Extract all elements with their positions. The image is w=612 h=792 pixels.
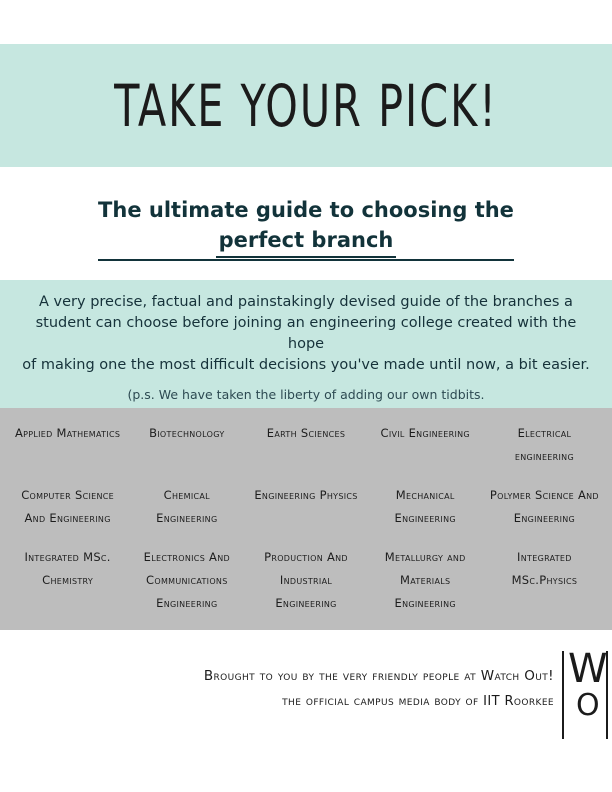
description-band (0, 280, 612, 408)
branch-cell: Electronics And Communications Engineering (143, 550, 230, 610)
branch-cell: Mechanical Engineering (394, 488, 456, 525)
branch-row (8, 484, 604, 546)
branch-cell: Civil Engineering (380, 426, 470, 440)
branch-cell: Integrated MSc. Chemistry (24, 550, 111, 587)
page-title: TAKE YOUR PICK! (114, 71, 498, 140)
branch-cell: Biotechnology (149, 426, 225, 440)
branch-row (8, 422, 604, 484)
branch-cell: Production And Industrial Engineering (264, 550, 348, 610)
title-band (0, 44, 612, 167)
note-line-1: (p.s. We have taken the liberty of adding our own tidbits. (127, 387, 485, 402)
subtitle (98, 195, 514, 261)
branch-grid-band (0, 408, 612, 630)
branch-cell: Computer Science And Engineering (21, 488, 114, 525)
footer-line-2: the official campus media body of IIT Roorkee (282, 694, 554, 709)
footer-credits (204, 663, 554, 715)
branch-cell: Electrical engineering (514, 426, 574, 463)
branch-grid (8, 422, 604, 615)
description-line-2: student can choose before joining an engineering college created with the hope (35, 315, 577, 352)
branch-cell: Engineering Physics (254, 488, 358, 502)
logo-letter-w: W (568, 646, 608, 692)
description-line-1: A very precise, factual and painstakingly devised guide of the branches a (39, 294, 573, 310)
footer-line-1: Brought to you by the very friendly people at Watch Out! (203, 668, 554, 684)
footer (0, 646, 612, 745)
branch-cell: Applied Mathematics (14, 426, 121, 440)
branch-cell: Earth Sciences (266, 426, 346, 440)
subtitle-line-2: perfect branch (216, 225, 396, 258)
branch-cell: Polymer Science And Engineering (489, 488, 599, 525)
logo-letter-o: O (576, 688, 600, 723)
branch-row (8, 546, 604, 615)
branch-cell: Chemical Engineering (156, 488, 218, 525)
subtitle-line-1: The ultimate guide to choosing the (98, 198, 514, 222)
branch-cell: Metallurgy and Materials Engineering (384, 550, 466, 610)
watch-out-logo (562, 646, 608, 739)
subtitle-block (0, 195, 612, 261)
description-line-3: of making one the most difficult decisions you've made until now, a bit easier. (22, 357, 590, 373)
branch-cell: Integrated MSc.Physics (511, 550, 578, 587)
